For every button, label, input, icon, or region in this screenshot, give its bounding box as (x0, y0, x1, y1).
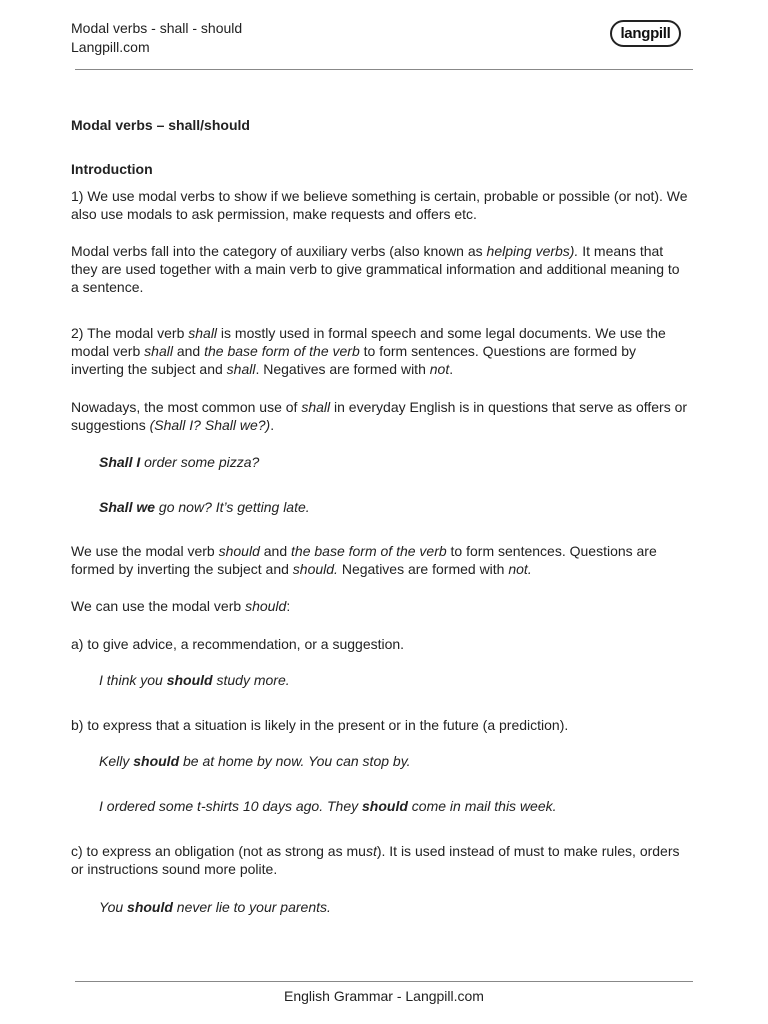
usage-a-advice: a) to give advice, a recommendation, or a suggestion. (71, 636, 405, 652)
usage-b-prediction: b) to express that a situation is likely in the present or in the future (a prediction). (71, 717, 569, 733)
paragraph-should-form: We use the modal verb should and the base form of the verb to form sentences. Questions are formed by inverting the subject and should. Negatives are formed with not. (71, 543, 657, 577)
page-footer: English Grammar - Langpill.com (284, 988, 484, 1004)
example-shall-we: Shall we go now? It’s getting late. (99, 499, 310, 515)
header-divider (75, 69, 693, 70)
paragraph-should-uses-intro: We can use the modal verb should: (71, 598, 291, 614)
example-advice: I think you should study more. (99, 672, 290, 688)
footer-divider (75, 981, 693, 982)
paragraph-auxiliary-verbs: Modal verbs fall into the category of auxiliary verbs (also known as helping verbs). It means that they are used together with a main verb to give grammatical information and additional meaning to a sentence. (71, 243, 680, 295)
header-doc-title: Modal verbs - shall - should (71, 20, 243, 36)
example-prediction-kelly: Kelly should be at home by now. You can stop by. (99, 753, 411, 769)
example-shall-i: Shall I order some pizza? (99, 454, 260, 470)
example-obligation: You should never lie to your parents. (99, 899, 331, 915)
paragraph-shall-usage: 2) The modal verb shall is mostly used in formal speech and some legal documents. We use the modal verb shall and the base form of the verb to form sentences. Questions are formed by inverting the subject and shall. Negatives are formed with not. (71, 325, 666, 377)
page-title: Modal verbs – shall/should (71, 117, 250, 133)
usage-c-obligation: c) to express an obligation (not as strong as must). It is used instead of must to make rules, orders or instructions sound more polite. (71, 843, 680, 877)
paragraph-modal-verbs-use: 1) We use modal verbs to show if we believe something is certain, probable or possible (or not). We also use modals to ask permission, make requests and offers etc. (71, 188, 688, 222)
langpill-logo: langpill (610, 20, 681, 47)
section-heading-introduction: Introduction (71, 161, 153, 177)
document-header (71, 19, 242, 57)
example-prediction-tshirts: I ordered some t-shirts 10 days ago. They should come in mail this week. (99, 798, 557, 814)
paragraph-shall-common-use: Nowadays, the most common use of shall in everyday English is in questions that serve as offers or suggestions (Shall I? Shall we?). (71, 399, 688, 433)
header-site: Langpill.com (71, 39, 150, 55)
